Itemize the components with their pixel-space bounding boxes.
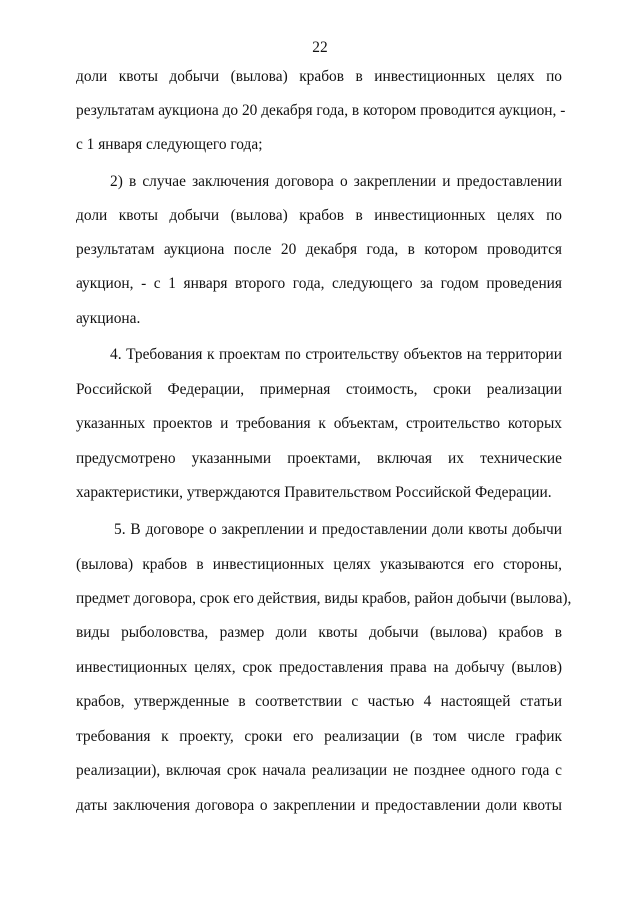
text-line: реализации), включая срок начала реализации не позднее одного года с xyxy=(76,762,562,779)
page-number: 22 xyxy=(312,39,328,56)
text-line: (вылова) крабов в инвестиционных целях указываются его стороны, xyxy=(76,556,562,573)
text-line: Российской Федерации, примерная стоимость, сроки реализации xyxy=(76,381,562,398)
text-line: требования к проекту, сроки его реализации (в том числе график xyxy=(76,728,562,745)
text-line: указанных проектов и требования к объектам, строительство которых xyxy=(76,415,562,432)
text-line: 4. Требования к проектам по строительству объектов на территории xyxy=(110,346,562,363)
text-line: с 1 января следующего года; xyxy=(76,136,263,153)
text-line: крабов, утвержденные в соответствии с частью 4 настоящей статьи xyxy=(76,693,562,710)
text-line: даты заключения договора о закреплении и предоставлении доли квоты xyxy=(76,797,562,814)
text-line: характеристики, утверждаются Правительством Российской Федерации. xyxy=(76,484,552,501)
text-line: предмет договора, срок его действия, виды крабов, район добычи (вылова), xyxy=(76,590,572,607)
text-line: аукциона. xyxy=(76,310,141,327)
text-line: доли квоты добычи (вылова) крабов в инвестиционных целях по xyxy=(76,207,562,224)
text-line: аукцион, - с 1 января второго года, следующего за годом проведения xyxy=(76,275,562,292)
text-line: результатам аукциона после 20 декабря года, в котором проводится xyxy=(76,241,562,258)
text-line: 5. В договоре о закреплении и предоставлении доли квоты добычи xyxy=(114,521,562,538)
text-line: доли квоты добычи (вылова) крабов в инвестиционных целях по xyxy=(76,68,562,85)
text-line: инвестиционных целях, срок предоставления права на добычу (вылов) xyxy=(76,659,562,676)
text-line: результатам аукциона до 20 декабря года, в котором проводится аукцион, - xyxy=(76,102,566,119)
text-line: 2) в случае заключения договора о закреплении и предоставлении xyxy=(110,173,562,190)
text-line: предусмотрено указанными проектами, включая их технические xyxy=(76,450,562,467)
text-line: виды рыболовства, размер доли квоты добычи (вылова) крабов в xyxy=(76,624,562,641)
